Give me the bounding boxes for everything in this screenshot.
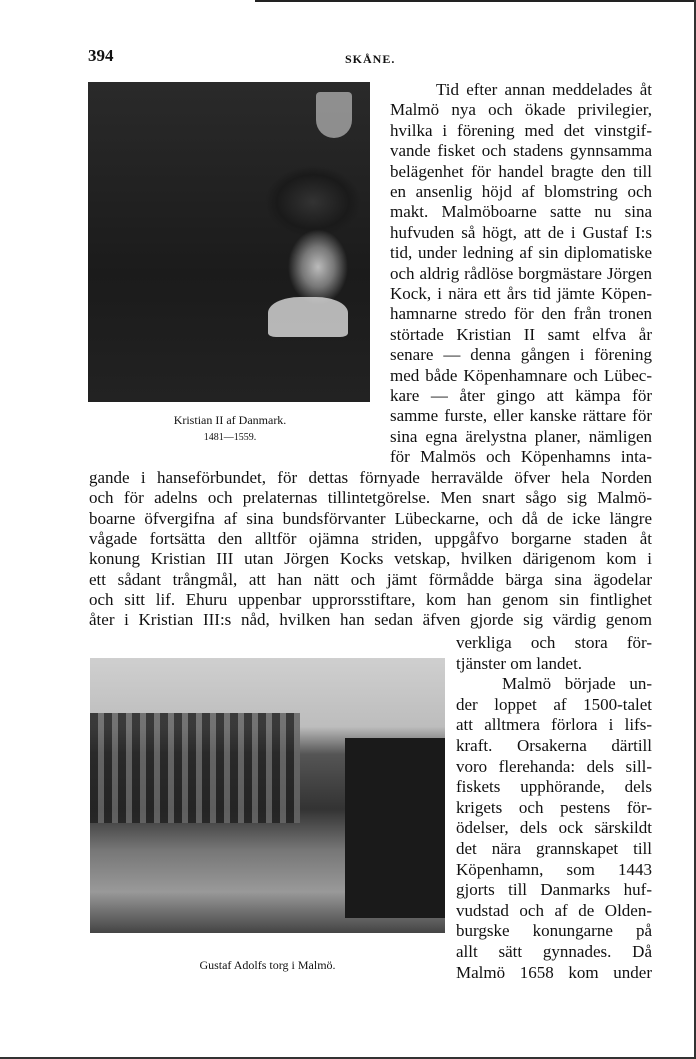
street-photo-image — [90, 658, 445, 933]
text-line: det nära grannskapet till — [456, 839, 652, 858]
text-line: hvilka i förening med det vinstgif- — [390, 120, 652, 140]
text-line: belägenhet för handel bragte den till — [390, 161, 652, 181]
portrait-kristian-ii-image — [88, 82, 370, 402]
running-head: SKÅNE. — [345, 52, 396, 66]
text-line: voro flerehanda: dels sill- — [456, 756, 652, 776]
text-line: en ansenlig höjd af blomstring och — [390, 182, 652, 201]
text-line: sina egna ärelystna planer, nämligen — [390, 426, 652, 446]
text-line: hufvuden så högt, att de i Gustaf I:s — [390, 222, 652, 242]
text-line: tid, under ledning af sin diplomatiske — [390, 243, 652, 263]
text-line: konung Kristian III utan Jörgen Kocks vetskap, hvilken därigenom kom i — [89, 549, 652, 569]
figure-subcaption: 1481—1559. — [203, 432, 257, 443]
text-line: ödelser, dels ock särskildt — [456, 818, 652, 838]
text-line: Malmö började un- — [502, 674, 652, 694]
text-line: kraft. Orsakerna därtill — [456, 736, 652, 755]
text-line: vågade fortsätta den alltför ojämna striden, uppgåfvo borgarne staden åt — [89, 528, 652, 548]
figure-caption: Kristian II af Danmark. — [173, 413, 287, 427]
text-line: vande fisket och stadens gynnsamma — [390, 141, 652, 161]
text-line: gande i hanseförbundet, för dettas förnyade herravälde öfver hela Norden — [89, 468, 652, 487]
text-line: tjänster om landet. — [456, 653, 583, 673]
text-line: åter i Kristian III:s nåd, hvilken han sedan äfven gjorde sig värdig genom — [89, 610, 652, 630]
scan-edge-top — [255, 0, 696, 2]
building — [345, 738, 445, 918]
text-line: Malmö nya och ökade privilegier, — [390, 100, 652, 120]
text-line: allt sätt gynnades. Då — [456, 942, 652, 961]
text-line: der loppet af 1500-talet — [456, 694, 652, 714]
page-number: 394 — [88, 46, 114, 65]
text-line: ett sådant trångmål, att han nätt och jämt förmådde bärga sina ägodelar — [89, 569, 652, 589]
text-line: burgske konungarne på — [456, 921, 652, 941]
text-line: med både Köpenhamnare och Lübec- — [390, 365, 652, 385]
text-line: för Malmös och Köpenhamns inta- — [390, 447, 652, 467]
text-line: vudstad och af de Olden- — [456, 900, 652, 920]
text-line: att alltmera förlora i lifs- — [456, 715, 652, 735]
text-line: och aldrig rådlöse borgmästare Jörgen — [390, 263, 652, 283]
text-line: gjorts till Danmarks huf- — [456, 880, 652, 900]
text-line: kare — åter gingo att kämpa för — [390, 386, 652, 405]
text-line: verkliga och stora för- — [456, 633, 652, 652]
text-line: samme furste, eller kanske rättare för — [390, 406, 652, 426]
text-line: Tid efter annan meddelades åt — [436, 80, 652, 99]
building — [90, 713, 300, 823]
text-line: och sitt lif. Ehuru uppenbar upprorsstiftare, kom han genom sin fintlighet — [89, 589, 652, 609]
text-line: störtade Kristian II samt elfva år — [390, 324, 652, 344]
text-line: Köpenhamn, som 1443 — [456, 859, 652, 879]
text-line: Malmö 1658 kom under — [456, 962, 652, 982]
portrait-collar — [268, 297, 348, 337]
text-line: senare — denna gången i förening — [390, 345, 652, 365]
text-line: makt. Malmöboarne satte nu sina — [390, 202, 652, 222]
text-line: fiskets upphörande, dels — [456, 777, 652, 797]
text-line: hamnarne stredo för den från tronen — [390, 304, 652, 324]
text-line: krigets och pestens för- — [456, 797, 652, 817]
figure-caption: Gustaf Adolfs torg i Malmö. — [199, 958, 336, 972]
text-line: och för adelns och prelaternas tillintetgörelse. Men snart sågo sig Malmö- — [89, 488, 652, 508]
text-line: Kock, i nära ett års tid jämte Köpen- — [390, 284, 652, 303]
coat-of-arms-icon — [316, 92, 352, 138]
text-line: boarne öfvergifna af sina bundsförvanter Lübeckarne, och då de icke längre — [89, 508, 652, 528]
